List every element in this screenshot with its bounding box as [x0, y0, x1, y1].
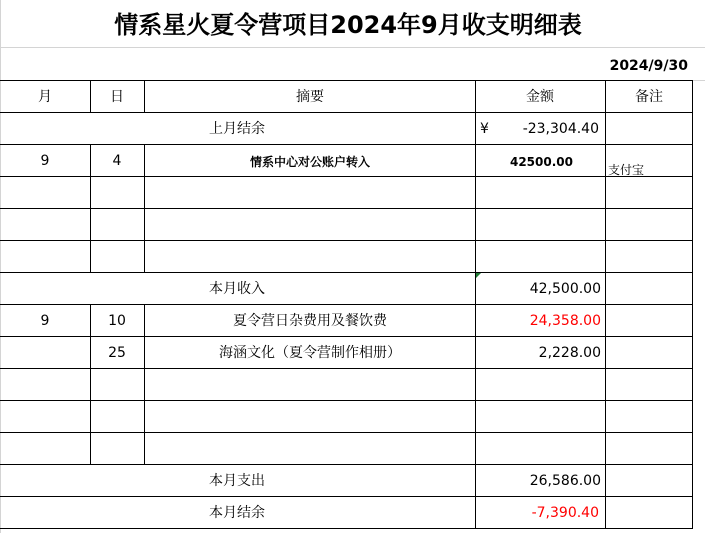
header-note: 备注 [635, 89, 663, 105]
expense-amount: 24,358.00 [529, 313, 601, 329]
month-expense-amount: 26,586.00 [529, 473, 601, 489]
income-day: 4 [112, 153, 122, 169]
currency-symbol: ¥ [480, 121, 489, 137]
income-summary: 情系中心对公账户转入 [249, 155, 371, 169]
report-date: 2024/9/30 [609, 58, 688, 74]
cell-comment-indicator [476, 273, 481, 278]
income-month: 9 [40, 153, 50, 169]
expense-amount: 2,228.00 [538, 345, 601, 361]
month-income-amount: 42,500.00 [529, 281, 601, 297]
month-income-label: 本月收入 [209, 281, 265, 297]
header-summary: 摘要 [296, 89, 324, 105]
expense-summary: 夏令营日杂费用及餐饮费 [233, 313, 387, 329]
sheet-title: 情系星火夏令营项目2024年9月收支明细表 [114, 11, 582, 39]
previous-balance-amount: -23,304.40 [522, 121, 599, 137]
expense-month: 9 [40, 313, 50, 329]
expense-day: 10 [108, 313, 126, 329]
previous-balance-label: 上月结余 [209, 121, 265, 137]
header-day: 日 [110, 89, 124, 105]
month-balance-amount: -7,390.40 [531, 505, 599, 521]
expense-summary: 海涵文化（夏令营制作相册） [219, 345, 401, 361]
income-amount: 42500.00 [509, 155, 573, 169]
month-balance-label: 本月结余 [209, 505, 265, 521]
gridline [0, 47, 705, 48]
month-expense-label: 本月支出 [209, 473, 265, 489]
income-note: 支付宝 [608, 163, 645, 177]
expense-day: 25 [108, 345, 126, 361]
header-amount: 金额 [526, 89, 554, 105]
header-month: 月 [38, 89, 52, 105]
